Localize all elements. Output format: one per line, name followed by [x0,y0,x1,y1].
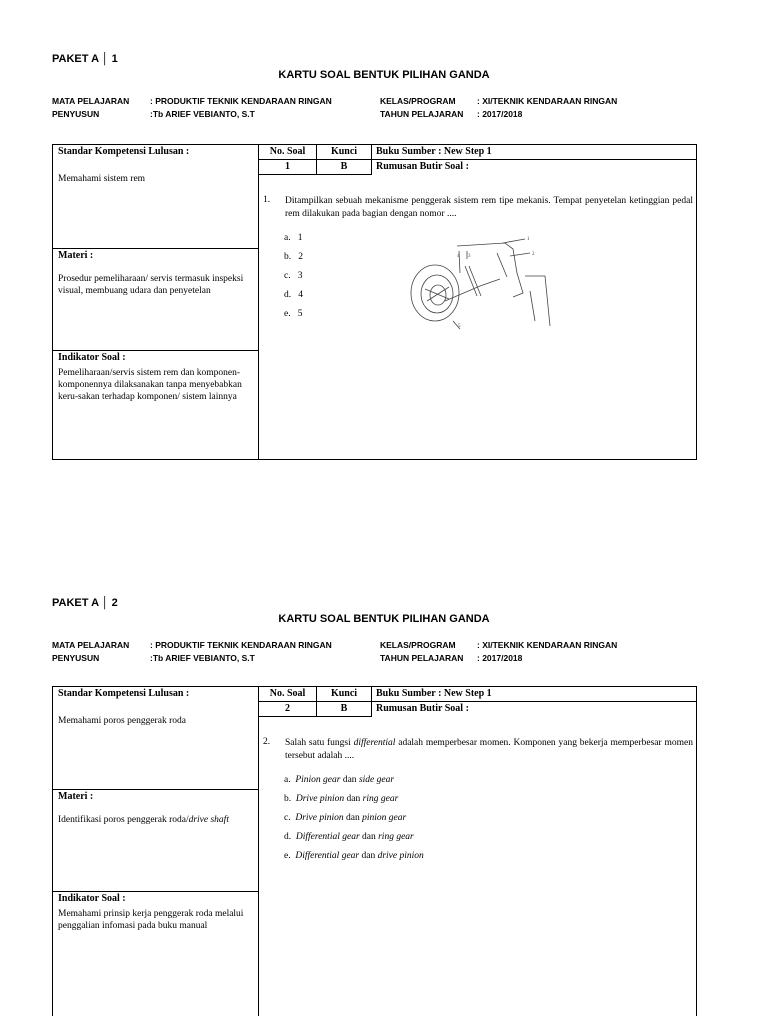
left-column [53,687,259,1016]
option-c: c. 3 [284,271,303,281]
paket-label: PAKET A │ 1 [52,53,118,65]
skl-text: Memahami sistem rem [58,174,146,184]
question-number: 1. [263,195,271,205]
no-soal-value: 1 [259,160,317,175]
penyusun-label: PENYUSUN [52,109,100,119]
kunci-value: B [317,702,372,717]
figure-label-1: 1 [527,237,530,242]
mata-pelajaran-value: : PRODUKTIF TEKNIK KENDARAAN RINGAN [150,640,332,650]
option-a: a. Pinion gear dan side gear [284,775,395,785]
buku-sumber: Buku Sumber : New Step 1 [372,145,696,160]
indikator-text: Pemeliharaan/servis sistem rem dan komponen-komponennya dilaksanakan tanpa menyebabkan keru-sakan terhadap komponen/ sistem lainnya [58,368,242,402]
no-soal-label: No. Soal [259,145,317,160]
materi-text: Prosedur pemeliharaan/ servis termasuk inspeksi visual, membuang udara dan penyetelan [58,274,244,296]
indikator-text: Memahami prinsip kerja penggerak roda melalui penggalian infomasi pada buku manual [58,909,244,931]
rumusan-label: Rumusan Butir Soal : [376,161,469,172]
rumusan-label: Rumusan Butir Soal : [376,703,469,714]
materi-heading: Materi : [58,250,94,261]
card-title: KARTU SOAL BENTUK PILIHAN GANDA [278,613,490,625]
skl-heading: Standar Kompetensi Lulusan : [58,146,190,157]
materi-section [53,789,258,891]
tahun-value: : 2017/2018 [477,109,523,119]
tahun-label: TAHUN PELAJARAN [380,653,464,663]
materi-heading: Materi : [58,791,94,802]
question-number: 2. [263,737,271,747]
indikator-heading: Indikator Soal : [58,352,126,363]
card-title: KARTU SOAL BENTUK PILIHAN GANDA [278,69,490,81]
question-card-2 [0,544,768,1014]
materi-text: Identifikasi poros penggerak roda/drive shaft [58,815,229,825]
buku-sumber: Buku Sumber : New Step 1 [372,687,696,702]
penyusun-value: :Tb ARIEF VEBIANTO, S.T [150,653,255,663]
option-a: a. 1 [284,233,303,243]
figure-label-3: 3 [468,254,471,259]
option-d: d. Differential gear dan ring gear [284,832,414,842]
header-row [259,687,696,717]
penyusun-label: PENYUSUN [52,653,100,663]
tahun-value: : 2017/2018 [477,653,523,663]
skl-heading: Standar Kompetensi Lulusan : [58,688,190,699]
kunci-value: B [317,160,372,175]
option-c: c. Drive pinion dan pinion gear [284,813,407,823]
question-text: Salah satu fungsi differential adalah memperbesar momen. Komponen yang bekerja memperbesar momen tersebut adalah .... [285,738,693,761]
option-b: b. 2 [284,252,303,262]
skl-text: Memahami poros penggerak roda [58,716,186,726]
no-soal-value: 2 [259,702,317,717]
kelas-value: : XI/TEKNIK KENDARAAN RINGAN [477,640,618,650]
mata-pelajaran-value: : PRODUKTIF TEKNIK KENDARAAN RINGAN [150,96,332,106]
indikator-section [53,350,258,459]
paket-label: PAKET A │ 2 [52,597,118,609]
brake-mechanism-figure [405,231,555,331]
skl-section [53,687,258,789]
kelas-label: KELAS/PROGRAM [380,640,456,650]
kunci-label: Kunci [317,687,372,702]
option-e: e. Differential gear dan drive pinion [284,851,424,861]
figure-label-2: 2 [532,252,535,257]
kunci-label: Kunci [317,145,372,160]
materi-section [53,248,258,350]
option-d: d. 4 [284,290,303,300]
kelas-value: : XI/TEKNIK KENDARAAN RINGAN [477,96,618,106]
figure-label-4: 4 [457,254,460,259]
penyusun-value: :Tb ARIEF VEBIANTO, S.T [150,109,255,119]
kelas-label: KELAS/PROGRAM [380,96,456,106]
option-b: b. Drive pinion dan ring gear [284,794,399,804]
tahun-label: TAHUN PELAJARAN [380,109,464,119]
indikator-heading: Indikator Soal : [58,893,126,904]
mata-pelajaran-label: MATA PELAJARAN [52,96,130,106]
question-table [52,144,697,460]
option-e: e. 5 [284,309,303,319]
question-text: Ditampilkan sebuah mekanisme penggerak sistem rem tipe mekanis. Tempat penyetelan ketinggian pedal rem dilakukan pada bagian dengan nomor .... [285,196,693,219]
left-column [53,145,259,459]
figure-label-5: 5 [458,324,461,329]
mata-pelajaran-label: MATA PELAJARAN [52,640,130,650]
question-table [52,686,697,1016]
no-soal-label: No. Soal [259,687,317,702]
question-card-1 [0,0,768,470]
indikator-section [53,891,258,1017]
skl-section [53,145,258,248]
header-row [259,145,696,175]
